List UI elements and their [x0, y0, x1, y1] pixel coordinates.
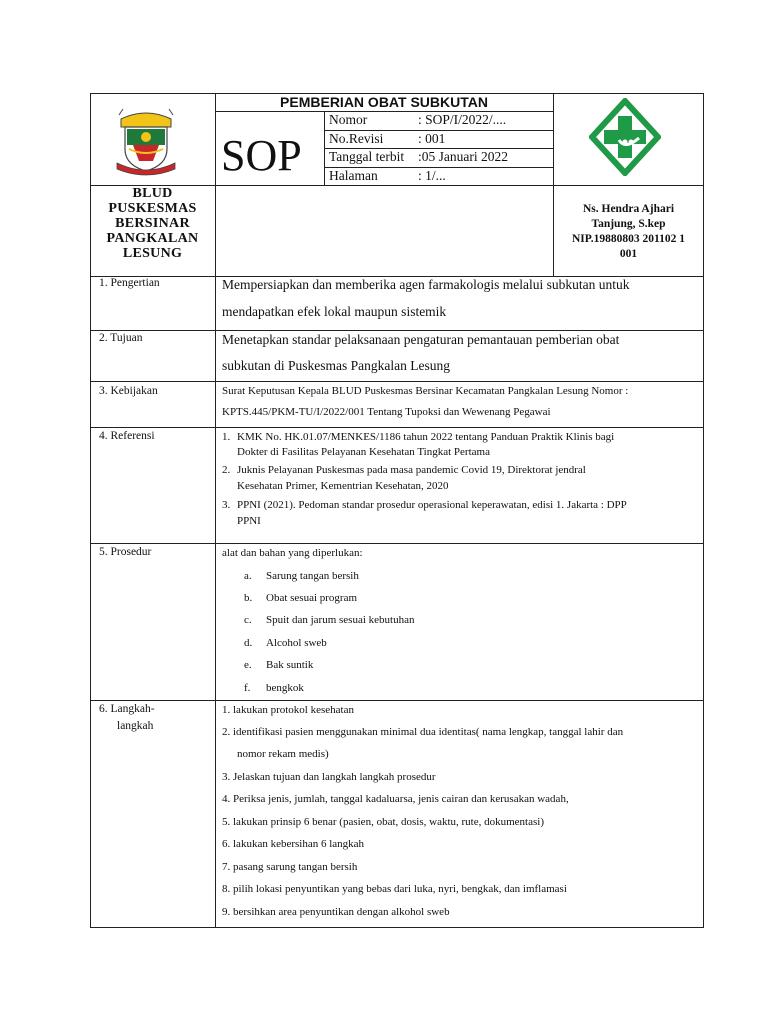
- signatory-nip: 001: [619, 248, 638, 260]
- signatory-name: Tanjung, S.kep: [591, 218, 666, 230]
- referensi-item: Dokter di Fasilitas Pelayanan Kesehatan Tingkat Pertama: [237, 446, 490, 458]
- prosedur-letter: b.: [244, 592, 253, 604]
- kebijakan-text: KPTS.445/PKM-TU/I/2022/001 Tentang Tupoksi dan Wewenang Pegawai: [222, 406, 551, 418]
- langkah-step: 4. Periksa jenis, jumlah, tanggal kadaluarsa, jenis cairan dan kerusakan wadah,: [222, 793, 569, 805]
- prosedur-letter: e.: [244, 659, 252, 671]
- regional-crest-logo: [113, 105, 179, 177]
- section-label-kebijakan: 3. Kebijakan: [99, 385, 158, 397]
- meta-label-halaman: Halaman: [329, 168, 378, 183]
- pengertian-text: Mempersiapkan dan memberika agen farmakologis melalui subkutan untuk: [222, 277, 630, 292]
- section-label-tujuan: 2. Tujuan: [99, 332, 143, 344]
- prosedur-item: Obat sesuai program: [266, 592, 358, 604]
- org-line: LESUNG: [122, 246, 183, 261]
- referensi-number: 2.: [222, 464, 231, 476]
- sop-label: SOP: [221, 131, 302, 180]
- signatory: [553, 202, 704, 262]
- divider: [90, 427, 704, 428]
- prosedur-item: Sarung tangan bersih: [266, 570, 359, 582]
- prosedur-letter: f.: [244, 682, 251, 694]
- section-label-langkah: langkah: [117, 720, 154, 732]
- signatory-name: Ns. Hendra Ajhari: [582, 203, 675, 215]
- langkah-step: 2. identifikasi pasien menggunakan minimal dua identitas( nama lengkap, tanggal lahir dan: [222, 726, 624, 738]
- prosedur-letter: a.: [244, 570, 252, 582]
- meta-label-tanggal: Tanggal terbit: [329, 149, 405, 164]
- kebijakan-text: Surat Keputusan Kepala BLUD Puskesmas Bersinar Kecamatan Pangkalan Lesung Nomor :: [222, 385, 629, 397]
- divider: [215, 93, 216, 928]
- langkah-step: nomor rekam medis): [237, 748, 329, 760]
- divider: [90, 330, 704, 331]
- divider: [90, 700, 704, 701]
- meta-value-revisi: : 001: [418, 131, 446, 146]
- organization-name: [90, 186, 215, 261]
- langkah-step: 5. lakukan prinsip 6 benar (pasien, obat, dosis, waktu, rute, dokumentasi): [222, 816, 544, 828]
- prosedur-item: Bak suntik: [266, 659, 314, 671]
- meta-label-revisi: No.Revisi: [329, 131, 384, 146]
- prosedur-letter: d.: [244, 637, 253, 649]
- langkah-step: 3. Jelaskan tujuan dan langkah langkah prosedur: [222, 771, 436, 783]
- divider: [90, 543, 704, 544]
- section-label-langkah: 6. Langkah-: [99, 703, 155, 715]
- prosedur-item: Spuit dan jarum sesuai kebutuhan: [266, 614, 415, 626]
- page-title: PEMBERIAN OBAT SUBKUTAN: [280, 94, 488, 110]
- prosedur-item: bengkok: [266, 682, 304, 694]
- puskesmas-logo: [589, 98, 661, 176]
- referensi-number: 3.: [222, 499, 231, 511]
- referensi-item: Juknis Pelayanan Puskesmas pada masa pandemic Covid 19, Direktorat jendral: [237, 464, 586, 476]
- pengertian-text: mendapatkan efek lokal maupun sistemik: [222, 304, 447, 319]
- langkah-step: 1. lakukan protokol kesehatan: [222, 704, 354, 716]
- signatory-nip: NIP.19880803 201102 1: [572, 233, 685, 245]
- referensi-number: 1.: [222, 431, 231, 443]
- meta-value-nomor: : SOP/I/2022/....: [418, 112, 507, 127]
- divider: [90, 381, 704, 382]
- langkah-step: 6. lakukan kebersihan 6 langkah: [222, 838, 365, 850]
- referensi-item: Kesehatan Primer, Kementrian Kesehatan, 2020: [237, 480, 449, 492]
- meta-label-nomor: Nomor: [329, 112, 368, 127]
- langkah-step: 7. pasang sarung tangan bersih: [222, 861, 358, 873]
- referensi-item: PPNI: [237, 515, 261, 527]
- prosedur-intro: alat dan bahan yang diperlukan:: [222, 547, 363, 559]
- langkah-step: 8. pilih lokasi penyuntikan yang bebas dari luka, nyri, bengkak, dan imflamasi: [222, 883, 567, 895]
- section-label-pengertian: 1. Pengertian: [99, 277, 160, 289]
- referensi-item: PPNI (2021). Pedoman standar prosedur operasional keperawatan, edisi 1. Jakarta : DPP: [237, 499, 627, 511]
- prosedur-letter: c.: [244, 614, 252, 626]
- meta-value-halaman: : 1/...: [418, 168, 446, 183]
- tujuan-text: Menetapkan standar pelaksanaan pengaturan pemantauan pemberian obat: [222, 332, 620, 347]
- org-line: PANGKALAN: [106, 231, 199, 246]
- meta-value-tanggal: :05 Januari 2022: [418, 149, 508, 164]
- tujuan-text: subkutan di Puskesmas Pangkalan Lesung: [222, 358, 450, 373]
- langkah-step: 9. bersihkan area penyuntikan dengan alkohol sweb: [222, 906, 450, 918]
- org-line: BERSINAR: [115, 216, 190, 231]
- prosedur-item: Alcohol sweb: [266, 637, 327, 649]
- section-label-referensi: 4. Referensi: [99, 430, 155, 442]
- referensi-item: KMK No. HK.01.07/MENKES/1186 tahun 2022 tentang Panduan Praktik Klinis bagi: [237, 431, 615, 443]
- section-label-prosedur: 5. Prosedur: [99, 546, 152, 558]
- org-line: BLUD: [132, 186, 173, 201]
- org-line: PUSKESMAS: [108, 201, 197, 216]
